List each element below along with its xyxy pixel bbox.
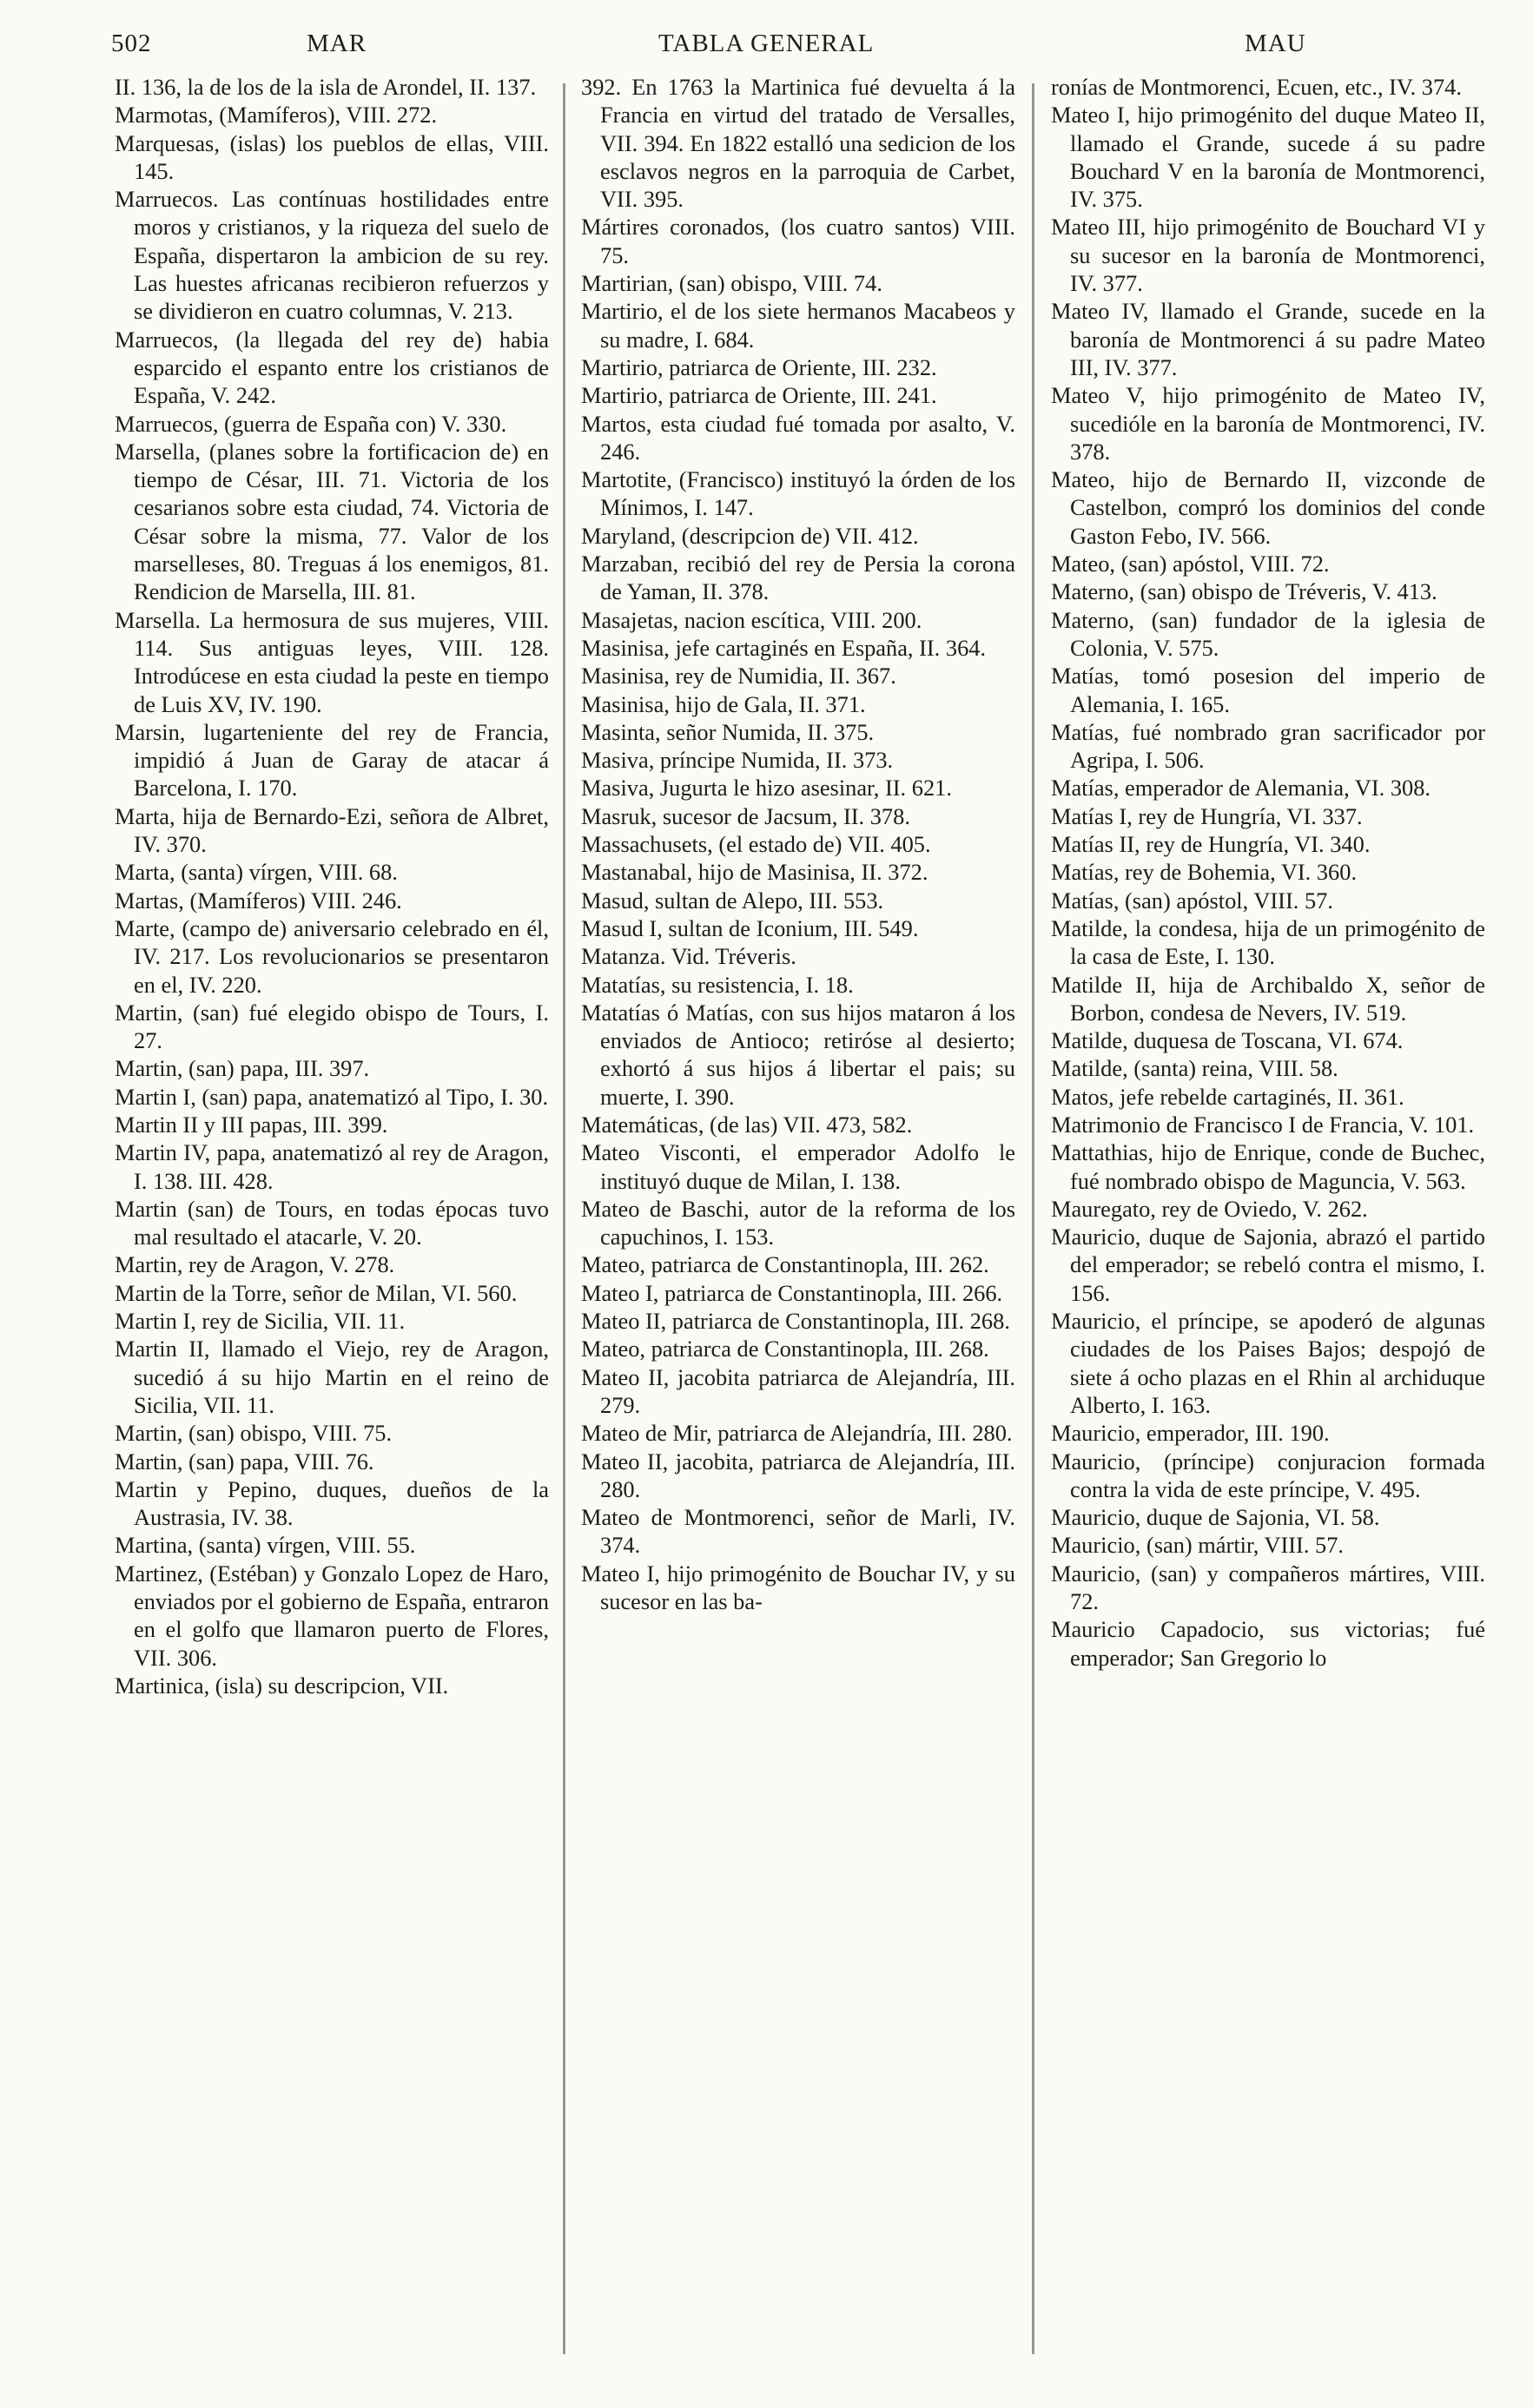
index-column-1 xyxy=(115,73,549,1699)
index-entry: Mateo III, hijo primogénito de Bouchard VI y su sucesor en la baronía de Montmorenci, IV. 377. xyxy=(1051,214,1485,297)
index-entry: Mateo, hijo de Bernardo II, vizconde de Castelbon, compró los dominios del conde Gaston Febo, IV. 566. xyxy=(1051,466,1485,549)
index-entry: Masinisa, rey de Numidia, II. 367. xyxy=(581,663,896,689)
index-entry: II. 136, la de los de la isla de Arondel, II. 137. xyxy=(115,74,537,100)
index-entry: Mastanabal, hijo de Masinisa, II. 372. xyxy=(581,859,928,886)
index-entry: Martina, (santa) vírgen, VIII. 55. xyxy=(115,1532,416,1559)
index-entry: Maryland, (descripcion de) VII. 412. xyxy=(581,522,919,549)
index-entry: Matemáticas, (de las) VII. 473, 582. xyxy=(581,1111,913,1138)
index-entry: Masiva, príncipe Numida, II. 373. xyxy=(581,747,894,774)
index-entry: Mateo Visconti, el emperador Adolfo le instituyó duque de Milan, I. 138. xyxy=(581,1139,1015,1194)
index-entry: Martos, esta ciudad fué tomada por asalto, V. 246. xyxy=(581,410,1015,465)
index-entry: Marsella, (planes sobre la fortificacion de) en tiempo de César, III. 71. Victoria de los cesarianos sobre esta ciudad, 74. Victoria de César sobre la misma, 77. Valor de los marselleses, 80. Treguas á los enemigos, 81. Rendicion de Marsella, III. 81. xyxy=(115,438,549,605)
index-entry: Mateo, (san) apóstol, VIII. 72. xyxy=(1051,551,1330,577)
index-entry: Mateo II, patriarca de Constantinopla, III. 268. xyxy=(581,1308,1010,1335)
index-entry: Martinez, (Estéban) y Gonzalo Lopez de Haro, enviados por el gobierno de España, entraron en el golfo que llamaron puerto de Flores, VII. 306. xyxy=(115,1560,549,1671)
index-entry: Masajetas, nacion escítica, VIII. 200. xyxy=(581,606,922,633)
index-entry: Massachusets, (el estado de) VII. 405. xyxy=(581,831,931,858)
index-entry: Matías, (san) apóstol, VIII. 57. xyxy=(1051,887,1333,914)
index-entry: Marta, hija de Bernardo-Ezi, señora de Albret, IV. 370. xyxy=(115,802,549,858)
index-entry: Mauricio, (san) y compañeros mártires, VIII. 72. xyxy=(1051,1560,1485,1615)
index-entry: Matías, fué nombrado gran sacrificador por Agripa, I. 506. xyxy=(1051,718,1485,774)
index-entry: Martotite, (Francisco) instituyó la órden de los Mínimos, I. 147. xyxy=(581,466,1015,521)
index-entry: 392. En 1763 la Martinica fué devuelta á la Francia en virtud del tratado de Versalles, VII. 394. En 1822 estalló una sedicion de los esclavos negros en la parroquia de Carbet, VII. 395. xyxy=(581,74,1015,213)
index-entry: Mateo II, jacobita patriarca de Alejandría, III. 279. xyxy=(581,1363,1015,1418)
index-entry: Masruk, sucesor de Jacsum, II. 378. xyxy=(581,802,910,829)
index-entry: Masinisa, jefe cartaginés en España, II. 364. xyxy=(581,634,987,661)
index-entry: Marquesas, (islas) los pueblos de ellas, VIII. 145. xyxy=(115,129,549,184)
index-entry: Martin II, llamado el Viejo, rey de Aragon, sucedió á su hijo Martin en el reino de Sicilia, VII. 11. xyxy=(115,1336,549,1418)
index-column-2 xyxy=(581,73,1015,1615)
index-entry: Mauricio, el príncipe, se apoderó de algunas ciudades de los Paises Bajos; despojó de siete á ocho plazas en el Rhin al archiduque Alberto, I. 163. xyxy=(1051,1308,1485,1418)
index-entry: Martirio, el de los siete hermanos Macabeos y su madre, I. 684. xyxy=(581,298,1015,353)
index-entry: Materno, (san) fundador de la iglesia de Colonia, V. 575. xyxy=(1051,606,1485,661)
index-entry: Mauricio Capadocio, sus victorias; fué emperador; San Gregorio lo xyxy=(1051,1616,1485,1671)
index-entry: Mauricio, (san) mártir, VIII. 57. xyxy=(1051,1532,1345,1559)
index-entry: Marsella. La hermosura de sus mujeres, VIII. 114. Sus antiguas leyes, VIII. 128. Introdúcese en esta ciudad la peste en tiempo de Luis XV, IV. 190. xyxy=(115,606,549,717)
index-entry: Mateo de Baschi, autor de la reforma de los capuchinos, I. 153. xyxy=(581,1195,1015,1250)
index-entry: Matatías ó Matías, con sus hijos mataron á los enviados de Antioco; retiróse al desierto; exhortó á sus hijos á libertar el pais; su muerte, I. 390. xyxy=(581,999,1015,1110)
index-entry: Martin de la Torre, señor de Milan, VI. 560. xyxy=(115,1279,518,1306)
index-entry: Marta, (santa) vírgen, VIII. 68. xyxy=(115,859,398,886)
index-entry: Martin, (san) papa, VIII. 76. xyxy=(115,1448,374,1474)
index-entry: Marte, (campo de) aniversario celebrado en él, IV. 217. Los revolucionarios se presentaron en el, IV. 220. xyxy=(115,914,549,998)
column-divider xyxy=(563,83,565,2354)
index-entry: Masinisa, hijo de Gala, II. 371. xyxy=(581,690,866,717)
index-entry: Marruecos, (guerra de España con) V. 330. xyxy=(115,410,507,437)
index-entry: Mauricio, (príncipe) conjuracion formada contra la vida de este príncipe, V. 495. xyxy=(1051,1448,1485,1502)
index-entry: Mateo de Montmorenci, señor de Marli, IV. 374. xyxy=(581,1504,1015,1559)
index-entry: Marruecos. Las contínuas hostilidades entre moros y cristianos, y la riqueza del suelo de España, dispertaron la ambicion de su rey. Las huestes africanas recibieron refuerzos y se dividieron en cuatro columnas, V. 213. xyxy=(115,186,549,325)
index-entry: Materno, (san) obispo de Tréveris, V. 413. xyxy=(1051,578,1437,605)
right-guide-word: MAU xyxy=(1245,30,1306,57)
index-entry: Matías II, rey de Hungría, VI. 340. xyxy=(1051,831,1371,858)
index-entry: Matías, rey de Bohemia, VI. 360. xyxy=(1051,859,1358,886)
page-header xyxy=(111,23,1497,66)
index-entry: Matilde, la condesa, hija de un primogénito de la casa de Este, I. 130. xyxy=(1051,914,1485,970)
index-entry: Mateo I, patriarca de Constantinopla, III. 266. xyxy=(581,1279,1003,1306)
index-entry: Matanza. Vid. Tréveris. xyxy=(581,943,796,970)
index-entry: Martin I, (san) papa, anatematizó al Tipo, I. 30. xyxy=(115,1083,549,1110)
index-entry: Mattathias, hijo de Enrique, conde de Buchec, fué nombrado obispo de Maguncia, V. 563. xyxy=(1051,1139,1485,1194)
index-entry: Matrimonio de Francisco I de Francia, V. 101. xyxy=(1051,1111,1475,1138)
index-entry: Mateo II, jacobita, patriarca de Alejandría, III. 280. xyxy=(581,1448,1015,1502)
index-entry: Mateo I, hijo primogénito del duque Mateo II, llamado el Grande, sucede á su padre Bouchard V en la baronía de Montmorenci, IV. 375. xyxy=(1051,102,1485,213)
index-entry: Martin, (san) fué elegido obispo de Tours, I. 27. xyxy=(115,999,549,1054)
index-entry: Mateo de Mir, patriarca de Alejandría, III. 280. xyxy=(581,1420,1013,1447)
column-divider xyxy=(1032,83,1034,2354)
index-entry: Martinica, (isla) su descripcion, VII. xyxy=(115,1672,449,1699)
index-entry: Martin IV, papa, anatematizó al rey de Aragon, I. 138. III. 428. xyxy=(115,1139,549,1194)
index-entry: Martin II y III papas, III. 399. xyxy=(115,1111,388,1138)
running-title: TABLA GENERAL xyxy=(658,30,875,57)
index-entry: Masud, sultan de Alepo, III. 553. xyxy=(581,887,884,914)
index-entry: Masud I, sultan de Iconium, III. 549. xyxy=(581,914,919,941)
index-entry: Mauricio, duque de Sajonia, abrazó el partido del emperador; se rebeló contra el mismo, I. 156. xyxy=(1051,1224,1485,1306)
index-entry: Mauricio, duque de Sajonia, VI. 58. xyxy=(1051,1504,1380,1531)
index-entry: Matilde II, hija de Archibaldo X, señor de Borbon, condesa de Nevers, IV. 519. xyxy=(1051,971,1485,1026)
left-guide-word: MAR xyxy=(307,30,367,57)
index-entry: Matías I, rey de Hungría, VI. 337. xyxy=(1051,802,1363,829)
index-entry: Martin (san) de Tours, en todas épocas tuvo mal resultado el atacarle, V. 20. xyxy=(115,1195,549,1250)
page-number: 502 xyxy=(111,30,152,57)
index-entry: Mateo, patriarca de Constantinopla, III. 262. xyxy=(581,1251,989,1278)
index-entry: Martin, (san) obispo, VIII. 75. xyxy=(115,1420,393,1447)
index-entry: Mateo V, hijo primogénito de Mateo IV, sucedióle en la baronía de Montmorenci, IV. 378. xyxy=(1051,382,1485,465)
index-entry: Mártires coronados, (los cuatro santos) VIII. 75. xyxy=(581,214,1015,268)
index-entry: Martin, rey de Aragon, V. 278. xyxy=(115,1251,395,1278)
index-column-3 xyxy=(1051,73,1485,1672)
index-entry: Marsin, lugarteniente del rey de Francia, impidió á Juan de Garay de atacar á Barcelona, I. 170. xyxy=(115,718,549,802)
index-entry: Masiva, Jugurta le hizo asesinar, II. 621. xyxy=(581,775,952,802)
index-entry: Martin y Pepino, duques, dueños de la Austrasia, IV. 38. xyxy=(115,1475,549,1531)
index-entry: Mauregato, rey de Oviedo, V. 262. xyxy=(1051,1195,1368,1222)
index-entry: Mateo, patriarca de Constantinopla, III. 268. xyxy=(581,1336,989,1362)
index-entry: Matías, emperador de Alemania, VI. 308. xyxy=(1051,775,1431,802)
index-entry: Matías, tomó posesion del imperio de Alemania, I. 165. xyxy=(1051,663,1485,717)
index-entry: Marmotas, (Mamíferos), VIII. 272. xyxy=(115,102,438,129)
index-entry: Martin, (san) papa, III. 397. xyxy=(115,1055,370,1082)
index-entry: Martin I, rey de Sicilia, VII. 11. xyxy=(115,1308,406,1335)
index-entry: Martirian, (san) obispo, VIII. 74. xyxy=(581,270,882,297)
index-entry: Matatías, su resistencia, I. 18. xyxy=(581,971,854,998)
index-entry: Martirio, patriarca de Oriente, III. 232. xyxy=(581,353,937,380)
index-entry: Matilde, duquesa de Toscana, VI. 674. xyxy=(1051,1027,1404,1054)
index-entry: Matos, jefe rebelde cartaginés, II. 361. xyxy=(1051,1083,1404,1110)
index-entry: Marruecos, (la llegada del rey de) habia esparcido el espanto entre los cristianos de España, V. 242. xyxy=(115,326,549,409)
index-entry: Mateo I, hijo primogénito de Bouchar IV, y su sucesor en las ba- xyxy=(581,1560,1015,1615)
index-entry: Martirio, patriarca de Oriente, III. 241. xyxy=(581,382,937,409)
index-entry: ronías de Montmorenci, Ecuen, etc., IV. 374. xyxy=(1051,74,1462,100)
index-entry: Masinta, señor Numida, II. 375. xyxy=(581,718,875,745)
index-entry: Mauricio, emperador, III. 190. xyxy=(1051,1420,1330,1447)
index-entry: Martas, (Mamíferos) VIII. 246. xyxy=(115,887,402,914)
index-entry: Mateo IV, llamado el Grande, sucede en la baronía de Montmorenci á su padre Mateo III, IV. 377. xyxy=(1051,298,1485,380)
index-entry: Marzaban, recibió del rey de Persia la corona de Yaman, II. 378. xyxy=(581,551,1015,605)
index-entry: Matilde, (santa) reina, VIII. 58. xyxy=(1051,1055,1338,1082)
